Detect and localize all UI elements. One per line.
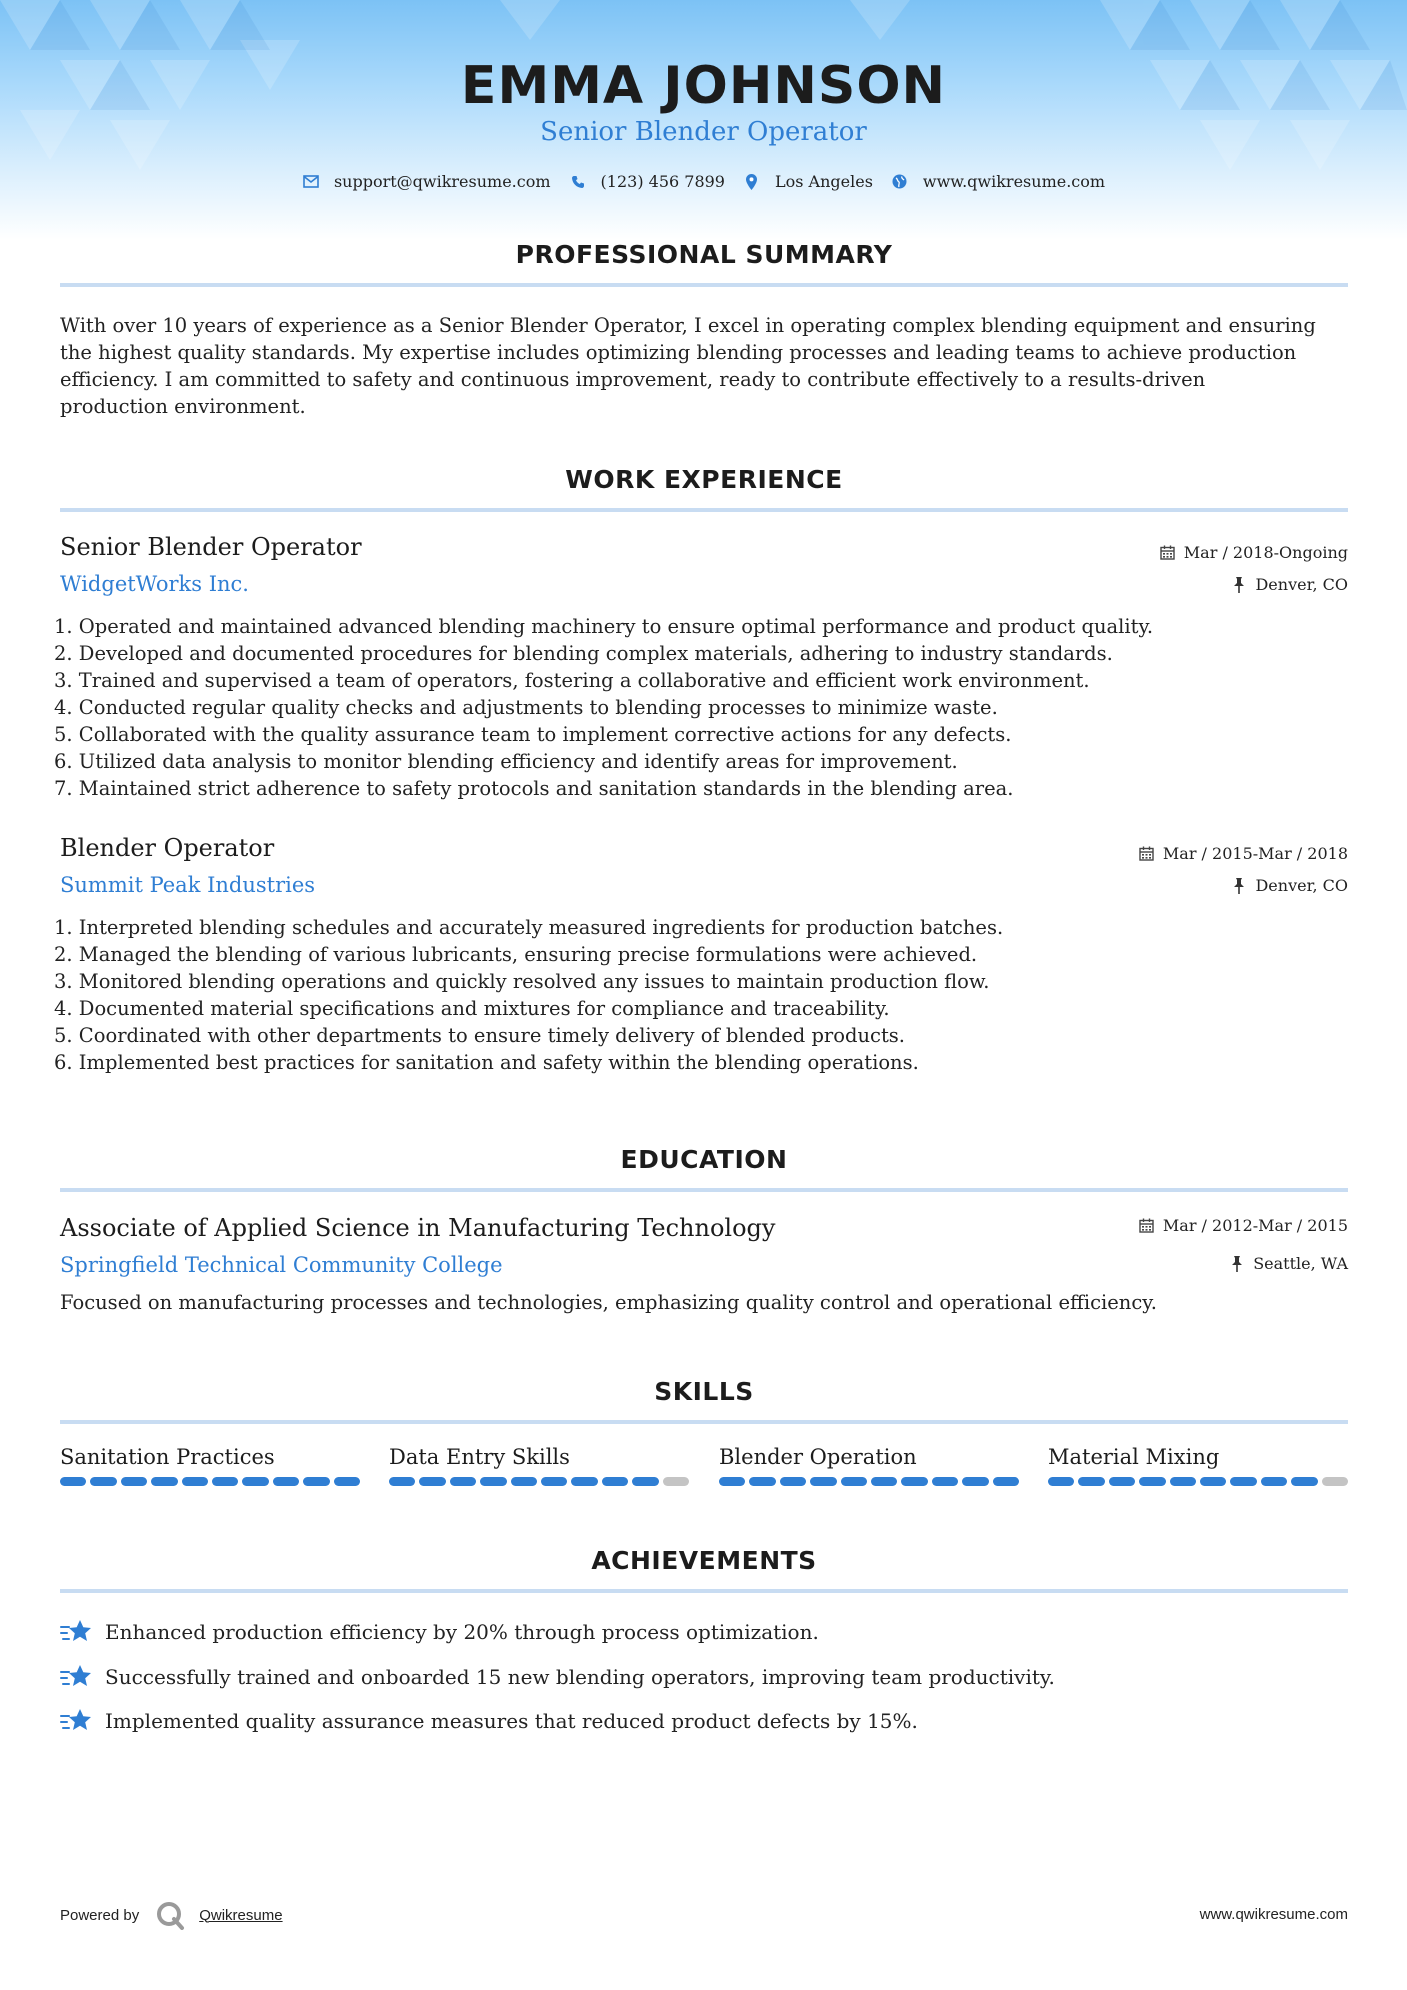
job-bullet: 4. Documented material specifications and mixtures for compliance and traceability.	[54, 997, 890, 1020]
job-bullet: 2. Developed and documented procedures for blending complex materials, adhering to industry standards.	[54, 642, 1113, 665]
skill-item	[389, 1445, 689, 1486]
skill-segment-filled	[90, 1477, 116, 1486]
summary-line: With over 10 years of experience as a Senior Blender Operator, I excel in operating complex blending equipment and ensuring	[60, 314, 1316, 337]
education-heading: EDUCATION	[620, 1145, 788, 1174]
skill-segment-filled	[1048, 1477, 1074, 1486]
skill-segment-filled	[212, 1477, 238, 1486]
achievement-item	[60, 1706, 918, 1736]
skill-segment-filled	[571, 1477, 597, 1486]
contact-location	[743, 172, 873, 191]
job-bullet: 7. Maintained strict adherence to safety protocols and sanitation standards in the blending area.	[54, 777, 1014, 800]
skill-level-bar	[719, 1477, 1019, 1486]
skill-segment-filled	[273, 1477, 299, 1486]
job-dates-text: Mar / 2018-Ongoing	[1183, 543, 1348, 562]
star-icon	[60, 1617, 92, 1647]
skill-segment-filled	[810, 1477, 836, 1486]
skill-segment-filled	[182, 1477, 208, 1486]
skill-segment-filled	[871, 1477, 897, 1486]
skill-segment-filled	[1139, 1477, 1165, 1486]
experience-rule	[60, 508, 1348, 512]
education-rule	[60, 1188, 1348, 1192]
skill-segment-filled	[932, 1477, 958, 1486]
job-bullet: 3. Trained and supervised a team of operators, fostering a collaborative and efficient work environment.	[54, 669, 1090, 692]
skill-segment-filled	[419, 1477, 445, 1486]
skill-name: Data Entry Skills	[389, 1445, 570, 1469]
contact-website-text: www.qwikresume.com	[922, 172, 1106, 191]
contact-email[interactable]	[302, 172, 551, 191]
skill-segment-filled	[1261, 1477, 1287, 1486]
skill-segment-filled	[780, 1477, 806, 1486]
skill-segment-filled	[1078, 1477, 1104, 1486]
job-bullet: 5. Collaborated with the quality assurance team to implement corrective actions for any defects.	[54, 723, 1012, 746]
job-bullet: 3. Monitored blending operations and quickly resolved any issues to maintain production flow.	[54, 970, 990, 993]
education-dates	[1139, 1216, 1348, 1235]
job-location	[1231, 575, 1348, 594]
job-location-text: Denver, CO	[1255, 876, 1348, 895]
skill-name: Sanitation Practices	[60, 1445, 275, 1469]
skills-heading: SKILLS	[654, 1377, 754, 1406]
job-bullet: 2. Managed the blending of various lubricants, ensuring precise formulations were achieved.	[54, 943, 978, 966]
achievement-text: Implemented quality assurance measures that reduced product defects by 15%.	[105, 1709, 918, 1733]
star-icon	[60, 1706, 92, 1736]
star-icon	[60, 1662, 92, 1692]
achievement-text: Successfully trained and onboarded 15 new blending operators, improving team productivity.	[105, 1665, 1055, 1689]
job-dates	[1139, 844, 1348, 863]
qwikresume-logo-icon	[155, 1900, 185, 1930]
pushpin-icon	[1231, 878, 1247, 894]
job-bullet: 6. Utilized data analysis to monitor blending efficiency and identify areas for improvement.	[54, 750, 958, 773]
achievement-item	[60, 1617, 819, 1647]
contact-email-text: support@qwikresume.com	[333, 172, 551, 191]
job-bullet: 4. Conducted regular quality checks and adjustments to blending processes to minimize waste.	[54, 696, 998, 719]
globe-icon	[891, 173, 909, 191]
skill-segment-filled	[541, 1477, 567, 1486]
pushpin-icon	[1229, 1256, 1245, 1272]
skill-level-bar	[389, 1477, 689, 1486]
job-location	[1231, 876, 1348, 895]
skill-segment-filled	[151, 1477, 177, 1486]
job-dates	[1160, 543, 1348, 562]
education-school: Springfield Technical Community College	[60, 1253, 503, 1277]
calendar-icon	[1160, 545, 1176, 561]
skill-segment-filled	[749, 1477, 775, 1486]
skill-segment-filled	[1200, 1477, 1226, 1486]
job-title: Senior Blender Operator	[60, 533, 362, 561]
powered-by-text: Powered by	[60, 1906, 140, 1924]
contact-phone[interactable]	[569, 172, 725, 191]
skill-item	[60, 1445, 360, 1486]
candidate-name: EMMA JOHNSON	[460, 56, 947, 116]
skill-level-bar	[1048, 1477, 1348, 1486]
footer-website[interactable]: www.qwikresume.com	[1199, 1906, 1348, 1923]
calendar-icon	[1139, 1218, 1155, 1234]
job-title: Blender Operator	[60, 834, 275, 862]
skills-rule	[60, 1420, 1348, 1424]
skill-item	[719, 1445, 1019, 1486]
skill-name: Material Mixing	[1048, 1445, 1220, 1469]
skill-segment-filled	[389, 1477, 415, 1486]
education-degree: Associate of Applied Science in Manufacturing Technology	[60, 1214, 776, 1242]
job-dates-text: Mar / 2015-Mar / 2018	[1162, 844, 1348, 863]
job-bullet: 1. Operated and maintained advanced blending machinery to ensure optimal performance and product quality.	[54, 615, 1154, 638]
envelope-icon	[302, 173, 320, 191]
skill-segment-empty	[663, 1477, 689, 1486]
education-location-text: Seattle, WA	[1253, 1254, 1348, 1273]
skill-segment-filled	[901, 1477, 927, 1486]
skill-segment-filled	[1170, 1477, 1196, 1486]
contact-website[interactable]	[891, 172, 1105, 191]
job-bullet: 6. Implemented best practices for sanitation and safety within the blending operations.	[54, 1051, 919, 1074]
experience-heading: WORK EXPERIENCE	[565, 465, 843, 494]
phone-icon	[569, 173, 587, 191]
job-company: Summit Peak Industries	[60, 873, 316, 897]
skill-segment-filled	[334, 1477, 360, 1486]
skill-segment-filled	[1230, 1477, 1256, 1486]
skill-segment-filled	[719, 1477, 745, 1486]
skill-segment-filled	[121, 1477, 147, 1486]
achievements-rule	[60, 1589, 1348, 1593]
summary-line: production environment.	[60, 395, 306, 418]
education-description: Focused on manufacturing processes and technologies, emphasizing quality control and operational efficiency.	[60, 1291, 1157, 1314]
job-bullets	[54, 914, 1344, 1076]
education-location	[1229, 1254, 1348, 1273]
job-bullet: 5. Coordinated with other departments to ensure timely delivery of blended products.	[54, 1024, 905, 1047]
skill-segment-filled	[480, 1477, 506, 1486]
calendar-icon	[1139, 846, 1155, 862]
summary-heading: PROFESSIONAL SUMMARY	[515, 240, 893, 269]
skill-segment-filled	[993, 1477, 1019, 1486]
skill-segment-filled	[1291, 1477, 1317, 1486]
map-pin-icon	[743, 173, 761, 191]
skill-item	[1048, 1445, 1348, 1486]
job-bullets	[54, 613, 1344, 802]
skill-segment-filled	[962, 1477, 988, 1486]
contact-location-text: Los Angeles	[774, 172, 873, 191]
contact-bar	[0, 172, 1407, 191]
qwikresume-link[interactable]: Qwikresume	[199, 1906, 283, 1924]
education-dates-text: Mar / 2012-Mar / 2015	[1162, 1216, 1348, 1235]
skill-segment-filled	[242, 1477, 268, 1486]
skill-segment-empty	[1322, 1477, 1348, 1486]
summary-text	[60, 312, 1348, 420]
summary-rule	[60, 283, 1348, 287]
skill-segment-filled	[511, 1477, 537, 1486]
achievement-text: Enhanced production efficiency by 20% through process optimization.	[105, 1620, 819, 1644]
achievements-heading: ACHIEVEMENTS	[591, 1546, 817, 1575]
skill-segment-filled	[1109, 1477, 1135, 1486]
skill-segment-filled	[602, 1477, 628, 1486]
skill-segment-filled	[450, 1477, 476, 1486]
skill-name: Blender Operation	[719, 1445, 917, 1469]
pushpin-icon	[1231, 577, 1247, 593]
summary-line: the highest quality standards. My expertise includes optimizing blending processes and leading teams to achieve production	[60, 341, 1297, 364]
skill-level-bar	[60, 1477, 360, 1486]
skill-segment-filled	[632, 1477, 658, 1486]
skill-segment-filled	[303, 1477, 329, 1486]
job-bullet: 1. Interpreted blending schedules and accurately measured ingredients for production batches.	[54, 916, 1004, 939]
contact-phone-text: (123) 456 7899	[600, 172, 725, 191]
summary-line: efficiency. I am committed to safety and continuous improvement, ready to contribute effectively to a results-driven	[60, 368, 1206, 391]
candidate-role: Senior Blender Operator	[540, 117, 867, 147]
skill-segment-filled	[841, 1477, 867, 1486]
skill-segment-filled	[60, 1477, 86, 1486]
job-company: WidgetWorks Inc.	[60, 572, 249, 596]
achievement-item	[60, 1662, 1055, 1692]
job-location-text: Denver, CO	[1255, 575, 1348, 594]
footer-powered-by	[60, 1900, 283, 1930]
